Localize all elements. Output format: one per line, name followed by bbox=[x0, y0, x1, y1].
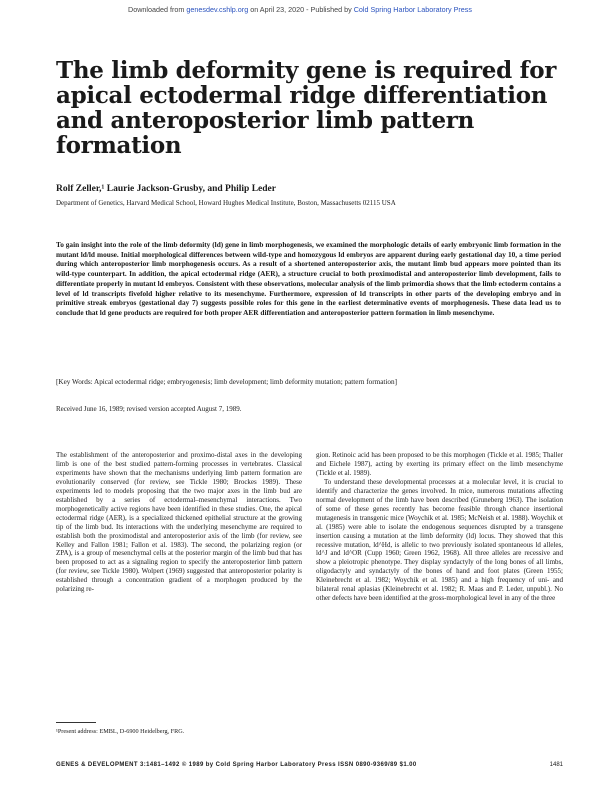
journal-citation: GENES & DEVELOPMENT 3:1481–1492 © 1989 by Cold Spring Harbor Laboratory Press ISSN 0890-9369/89 $1.00 bbox=[56, 762, 417, 768]
intro-paragraph-1: The establishment of the anteroposterior and proximo-distal axes in the developing limb is one of the best studied pattern-forming processes in vertebrates. Classical experiments have shown that the mechanisms underlying limb pattern formation are evolutionarily conserved (for review, see Tickle 1980; Brockes 1989). These experiments led to models proposing that the two major axes in the limb bud are established by a series of ectodermal–mesenchymal interactions. Two morphogenetically active regions have been identified in these studies. One, the apical ectodermal ridge (AER), is a specialized thickened epithelial structure at the growing tip of the limb bud. Its interactions with the underlying mesenchyme are required to establish both the proximodistal and anteroposterior axis of the limb (for review, see Kelley and Fallon 1981; Fallon et al. 1983). The second, the polarizing region (or ZPA), is a group of mesenchymal cells at the posterior margin of the limb bud that has been proposed to act as a signaling region to specify the anteroposterior limb pattern (for review, see Tickle 1980). Wolpert (1969) suggested that anteroposterior polarity is established through a concentration gradient of a morphogen produced by the polarizing re- bbox=[56, 451, 302, 594]
page-footer bbox=[56, 762, 563, 768]
banner-middle: on April 23, 2020 - Published by bbox=[248, 5, 354, 14]
footnote-divider bbox=[56, 722, 96, 723]
received-dates: Received June 16, 1989; revised version accepted August 7, 1989. bbox=[56, 405, 242, 413]
footnote: ¹Present address: EMBL, D-6900 Heidelberg, FRG. bbox=[56, 728, 185, 735]
body-column-right bbox=[316, 451, 563, 603]
keywords: [Key Words: Apical ectodermal ridge; embryogenesis; limb development; limb deformity mutation; pattern formation] bbox=[56, 378, 398, 386]
author-list: Rolf Zeller,¹ Laurie Jackson-Grusby, and Philip Leder bbox=[56, 184, 276, 194]
banner-prefix: Downloaded from bbox=[128, 5, 187, 14]
page-number: 1481 bbox=[549, 762, 563, 768]
download-banner bbox=[0, 5, 600, 14]
body-column-left bbox=[56, 451, 302, 594]
abstract: To gain insight into the role of the limb deformity (ld) gene in limb morphogenesis, we examined the morphologic details of early embryonic limb formation in the mutant ld/ld mouse. Initial morphological differences between wild-type and homozygous ld embryos are apparent during early gestational day 10, a time period during which anteroposterior limb morphogenesis occurs. As a result of a shortened anteroposterior axis, the mutant limb bud appears more pointed than its wild-type counterpart. In addition, the apical ectodermal ridge (AER), a structure crucial to both proximodistal and anteroposterior limb development, fails to differentiate properly in mutant ld embryos. Consistent with these observations, molecular analysis of the limb primordia shows that the limb ectoderm contains a level of ld transcripts fivefold higher relative to its mesenchyme. Furthermore, expression of ld transcripts in other parts of the developing embryo and in primitive streak embryos (gestational day 7) suggests possible roles for this gene in the earliest determinative events of morphogenesis. These data lead us to conclude that ld gene products are required for both proper AER differentiation and anteroposterior pattern formation in limb mesenchyme. bbox=[56, 240, 561, 317]
intro-paragraph-1-continued: gion. Retinoic acid has been proposed to be this morphogen (Tickle et al. 1985; Thaller and Eichele 1987), acting by exerting its primary effect on the limb mesenchyme (Tickle et al. 1989). bbox=[316, 451, 563, 477]
affiliation: Department of Genetics, Harvard Medical School, Howard Hughes Medical Institute, Boston, Massachusetts 02115 USA bbox=[56, 199, 396, 207]
publisher-link[interactable]: Cold Spring Harbor Laboratory Press bbox=[353, 5, 472, 14]
site-link[interactable]: genesdev.cshlp.org bbox=[186, 5, 249, 14]
intro-paragraph-2: To understand these developmental processes at a molecular level, it is crucial to identify and characterize the genes involved. In mice, numerous mutations affecting normal development of the limb have been described (Gruneberg 1963). The isolation of some of these genes recently has become feasible through chance insertional mutagenesis in transgenic mice (Woychik et al. 1985; McNeish et al. 1988). Woychik et al. (1985) were able to isolate the endogenous sequences disrupted by a transgene insertion causing a mutation at the limb deformity (ld) locus. They showed that this recessive mutation, ld^Hd, is allelic to two previously isolated spontaneous ld alleles, ld^J and ld^OR (Cupp 1960; Green 1962, 1968). All three alleles are recessive and show a pleiotropic phenotype. They display syndactyly of the long bones of all limbs, oligodactyly and syndactyly of the bones of hand and foot plates (Green 1955; Kleinebrecht et al. 1982; Woychik et al. 1985) and a high frequency of uni- and bilateral renal aplasias (Kleinebrecht et al. 1982; R. Maas and P. Leder, unpubl.). No other defects have been identified at the gross-morphological level in any of the three bbox=[316, 477, 563, 603]
article-title: The limb deformity gene is required for apical ectodermal ridge differentiation and anteroposterior limb pattern formation bbox=[56, 57, 557, 159]
